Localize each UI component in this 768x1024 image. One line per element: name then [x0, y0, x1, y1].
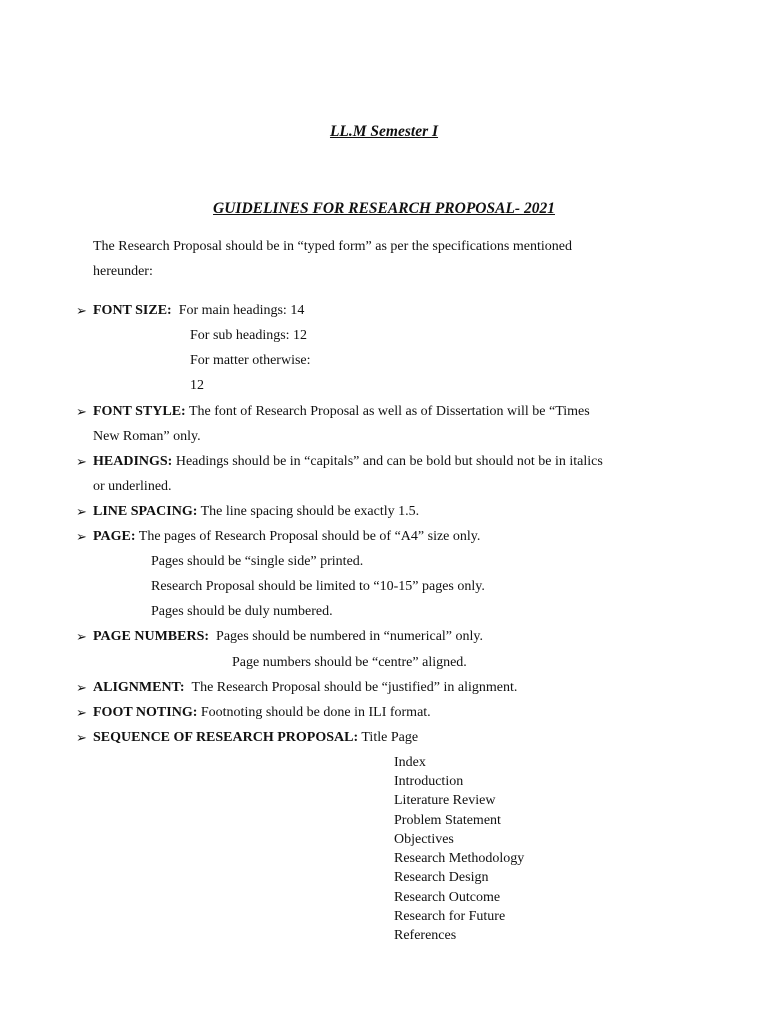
bullet-arrow-icon: ➢	[76, 303, 87, 318]
bullet-arrow-icon: ➢	[76, 504, 87, 519]
sequence-first-item: Title Page	[361, 730, 419, 745]
alignment-label: ALIGNMENT:	[93, 680, 185, 695]
alignment-text: The Research Proposal should be “justified” in alignment.	[191, 680, 518, 695]
page-text-3: Research Proposal should be limited to “10-15” pages only.	[151, 579, 485, 594]
font-style-text-2: New Roman” only.	[93, 429, 201, 444]
line-spacing-label: LINE SPACING:	[93, 504, 198, 519]
bullet-arrow-icon: ➢	[76, 404, 87, 419]
font-style-label: FONT STYLE:	[93, 404, 186, 419]
sequence-row	[93, 729, 418, 747]
page-numbers-text-2: Page numbers should be “centre” aligned.	[232, 655, 467, 670]
font-size-matter: For matter otherwise:	[190, 353, 311, 368]
foot-noting-label: FOOT NOTING:	[93, 705, 198, 720]
intro-line-1: The Research Proposal should be in “typed form” as per the specifications mentioned	[93, 239, 572, 254]
list-item: Index	[394, 755, 426, 770]
bullet-arrow-icon: ➢	[76, 730, 87, 745]
headings-text-1: Headings should be in “capitals” and can be bold but should not be in italics	[175, 454, 603, 469]
headings-text-2: or underlined.	[93, 479, 172, 494]
list-item: Problem Statement	[394, 813, 501, 828]
foot-noting-text: Footnoting should be done in ILI format.	[200, 705, 431, 720]
page-text-2: Pages should be “single side” printed.	[151, 554, 364, 569]
font-size-matter-value: 12	[190, 378, 204, 393]
line-spacing-row	[93, 503, 419, 521]
headings-row	[93, 453, 603, 471]
list-item: Research Methodology	[394, 851, 525, 866]
page-label: PAGE:	[93, 529, 136, 544]
page-numbers-text-1: Pages should be numbered in “numerical” only.	[216, 629, 483, 644]
list-item: Research Outcome	[394, 890, 501, 905]
bullet-arrow-icon: ➢	[76, 680, 87, 695]
font-size-main: For main headings: 14	[178, 303, 305, 318]
font-size-sub: For sub headings: 12	[190, 328, 308, 343]
document-title: GUIDELINES FOR RESEARCH PROPOSAL- 2021	[213, 200, 555, 217]
page-text-1: The pages of Research Proposal should be of “A4” size only.	[138, 529, 481, 544]
list-item: Research Design	[394, 870, 489, 885]
semester-heading: LL.M Semester I	[329, 123, 439, 140]
bullet-arrow-icon: ➢	[76, 529, 87, 544]
bullet-arrow-icon: ➢	[76, 629, 87, 644]
font-size-row	[93, 302, 304, 320]
page-numbers-row	[93, 628, 483, 646]
list-item: Research for Future	[394, 909, 506, 924]
list-item: Introduction	[394, 774, 464, 789]
list-item: References	[394, 928, 457, 943]
intro-line-2: hereunder:	[93, 264, 153, 279]
page-text-4: Pages should be duly numbered.	[151, 604, 333, 619]
bullet-arrow-icon: ➢	[76, 705, 87, 720]
foot-noting-row	[93, 704, 431, 722]
font-size-label: FONT SIZE:	[93, 303, 172, 318]
sequence-label: SEQUENCE OF RESEARCH PROPOSAL:	[93, 730, 359, 745]
font-style-text-1: The font of Research Proposal as well as of Dissertation will be “Times	[188, 404, 590, 419]
alignment-row	[93, 679, 517, 697]
list-item: Objectives	[394, 832, 454, 847]
headings-label: HEADINGS:	[93, 454, 173, 469]
bullet-arrow-icon: ➢	[76, 454, 87, 469]
list-item: Literature Review	[394, 793, 496, 808]
line-spacing-text: The line spacing should be exactly 1.5.	[200, 504, 420, 519]
page-row	[93, 528, 480, 546]
font-style-row	[93, 403, 590, 421]
page-numbers-label: PAGE NUMBERS:	[93, 629, 210, 644]
